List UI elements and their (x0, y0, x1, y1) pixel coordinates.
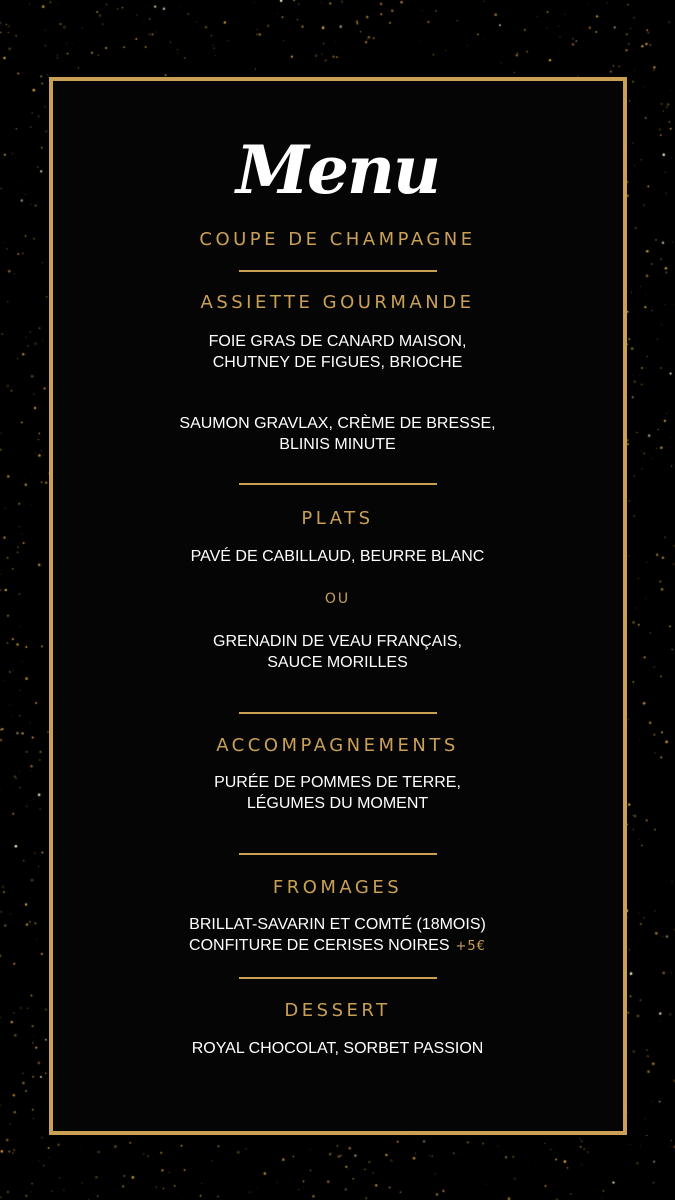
dish-dessert: ROYAL CHOCOLAT, SORBET PASSION (191, 1040, 484, 1057)
section-heading-fromages: FROMAGES (272, 877, 403, 898)
supplement-price: +5€ (455, 939, 486, 954)
section-heading-assiette-gourmande: ASSIETTE GOURMANDE (200, 292, 475, 313)
section-heading-plats: PLATS (301, 508, 374, 529)
dish-accompagnements: PURÉE DE POMMES DE TERRE, LÉGUMES DU MOMENT (214, 774, 461, 812)
dish-foie-gras: FOIE GRAS DE CANARD MAISON, CHUTNEY DE FIGUES, BRIOCHE (208, 333, 467, 371)
menu-title: Menu (235, 131, 440, 209)
section-divider (239, 270, 437, 272)
dish-grenadin-de-veau: GRENADIN DE VEAU FRANÇAIS, SAUCE MORILLES (213, 633, 462, 671)
dish-saumon-gravlax: SAUMON GRAVLAX, CRÈME DE BRESSE, BLINIS MINUTE (179, 415, 496, 453)
section-heading-coupe-de-champagne: COUPE DE CHAMPAGNE (199, 229, 476, 250)
section-divider (239, 483, 437, 485)
section-heading-dessert: DESSERT (284, 1000, 391, 1021)
section-heading-accompagnements: ACCOMPAGNEMENTS (216, 735, 459, 756)
section-divider (239, 977, 437, 979)
section-divider (239, 853, 437, 855)
dish-pave-de-cabillaud: PAVÉ DE CABILLAUD, BEURRE BLANC (190, 548, 485, 565)
section-divider (239, 712, 437, 714)
choice-separator-ou: OU (324, 591, 351, 607)
dish-fromages: BRILLAT-SAVARIN ET COMTÉ (18MOIS) CONFITURE DE CERISES NOIRES +5€ (189, 916, 486, 954)
